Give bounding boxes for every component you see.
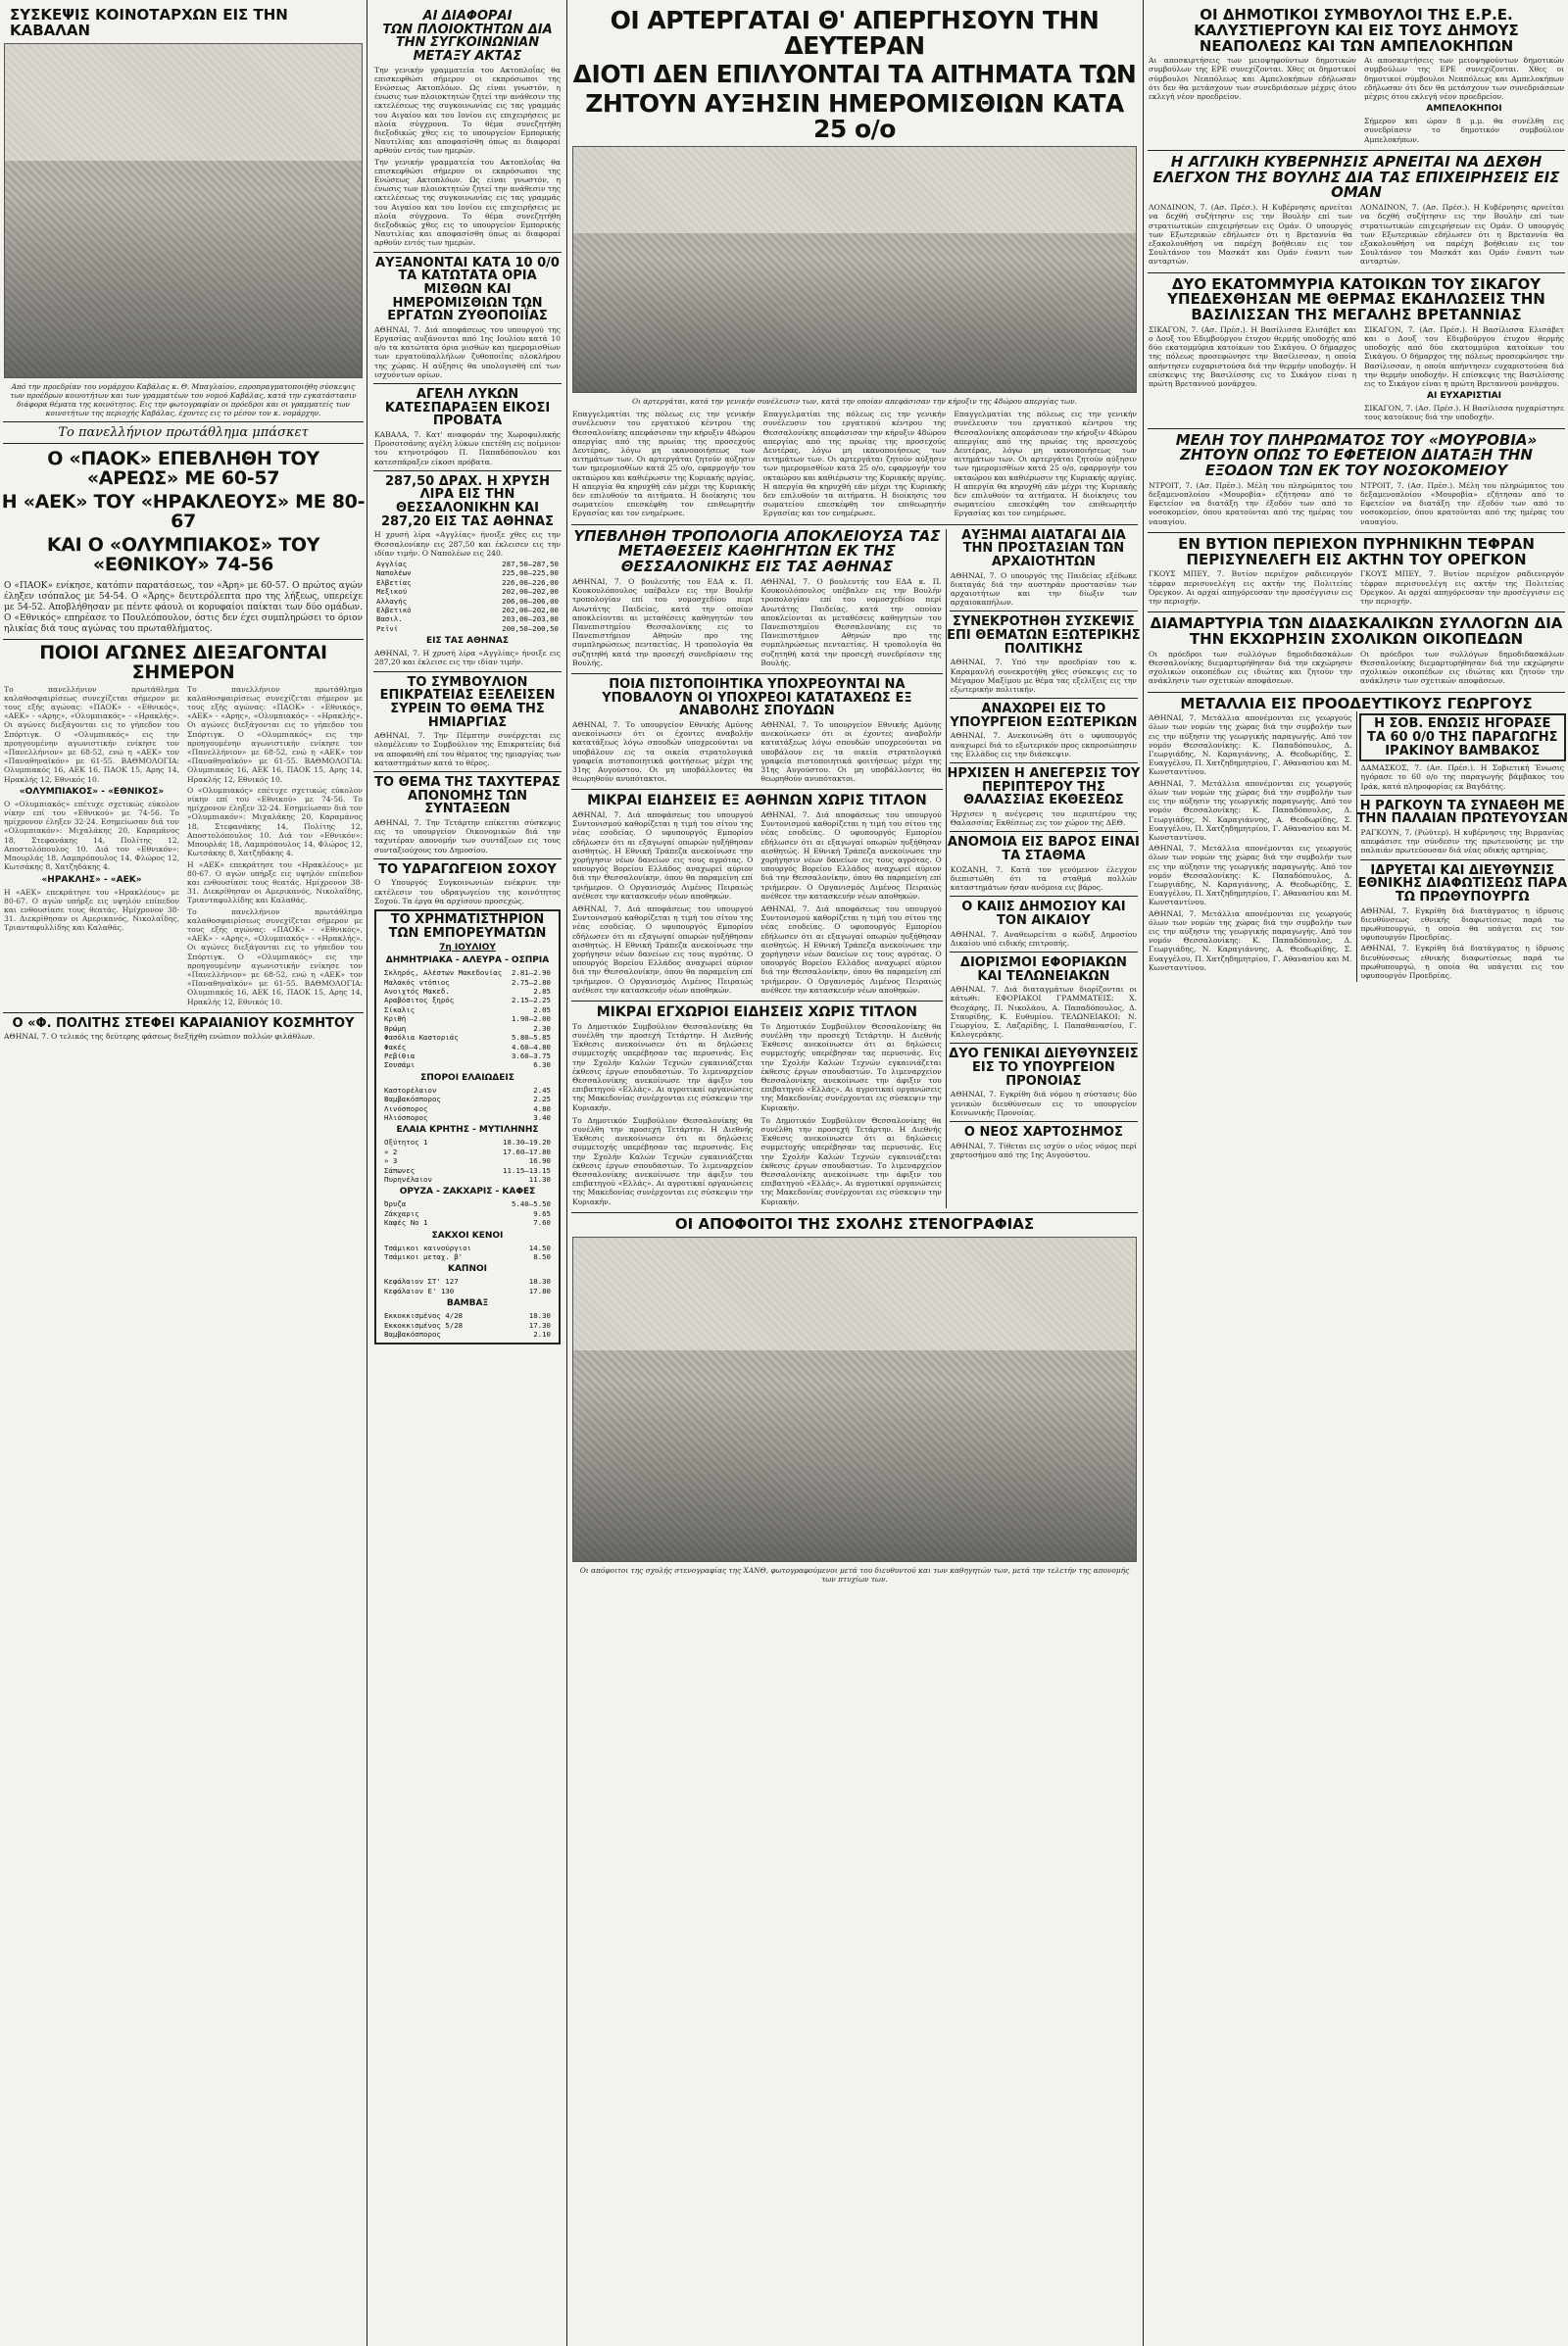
table-row: » 2 17.60—17.80 — [384, 1147, 551, 1156]
table-row: Εκκοκκισμένος 4/28 18.30 — [384, 1311, 551, 1321]
photo-stenography-graduates — [572, 1237, 1137, 1562]
table-gold-prices — [376, 560, 559, 633]
table-row: Καφές Νο 1 7.60 — [384, 1218, 551, 1228]
headline-stamp-duty: Ο ΝΕΟΣ ΧΑΡΤΟΣΗΜΟΣ — [963, 1124, 1123, 1140]
article-athens-briefs-cont: ΑΘΗΝΑΙ, 7. Διά αποφάσεως του υπουργού Συντονισμού καθορίζεται η τιμή του σίτου της νέας εσοδείας. Ο υφυπουργός Εμπορίου εδήλωσεν ότι αι εξαγωγαί οπωρών ηυξήθησαν αισθητώς. Η Εθνική Τράπεζα ανεκοίνωσε την χορήγησιν νέων δανείων εις τους αγρότας. Ο υπουργός Βορείου Ελλάδος αναχωρεί αύριον διά την Θεσσαλονίκην, όπου θα παραμείνη επί τριήμερον. Ο Οργανισμός Λιμένος Πειραιώς ανέθεσε την κατασκευήν νέων αποθηκών. — [760, 810, 942, 901]
table-row: Ηλιόσπορος 3.40 — [384, 1112, 551, 1122]
article-iraq-cotton: ΔΑΜΑΣΚΟΣ, 7. (Ασ. Πρέσ.). Η Σοβιετική Ένωσις ηγόρασε το 60 ο/ο της παραγωγής βάμβακος του Ιράκ, κατά πληροφορίας εκ Βαγδάτης. — [1360, 763, 1564, 791]
table-row: Αραβόσιτος ξηρός 2.15—2.25 — [384, 996, 551, 1005]
headline-oregon: ΕΝ ΒΥΤΙΟΝ ΠΕΡΙΕΧΟΝ ΠΥΡΗΝΙΚΗΝ ΤΕΦΡΑΝ ΠΕΡΙΣΥΝΕΛΕΓΗ ΕΙΣ ΑΚΤΗΝ ΤΟΥ ΟΡΕΓΚΟΝ — [1178, 534, 1535, 568]
table-row: Βαμβακόσπορος 2.25 — [384, 1095, 551, 1104]
headline-certificates: ΠΟΙΑ ΠΙΣΤΟΠΟΙΗΤΙΚΑ ΥΠΟΧΡΕΟΥΝΤΑΙ ΝΑ ΥΠΟΒΑΛΟΥΝ ΟΙ ΥΠΟΧΡΕΟΙ ΚΑΤΑΤΑΧΕΩΣ ΕΞ ΑΝΑΒΟΛΗΣ ΣΠΟΥΔΩΝ — [602, 676, 912, 719]
subhead-ampelokipoi: ΑΜΠΕΛΟΚΗΠΟΙ — [1426, 104, 1502, 115]
market-date: 7η ΙΟΥΛΙΟΥ — [439, 943, 496, 953]
headline-oman: Η ΑΓΓΛΙΚΗ ΚΥΒΕΡΝΗΣΙΣ ΑΡΝΕΙΤΑΙ ΝΑ ΔΕΧΘΗ ΕΛΕΓΧΟΝ ΤΗΣ ΒΟΥΛΗΣ ΔΙΑ ΤΑΣ ΕΠΙΧΕΙΡΗΣΕΙΣ ΕΙΣ ΟΜΑΝ — [1152, 152, 1560, 202]
headline-mourovia: ΜΕΛΗ ΤΟΥ ΠΛΗΡΩΜΑΤΟΣ ΤΟΥ «ΜΟΥΡΟΒΙΑ» ΖΗΤΟΥΝ ΟΠΩΣ ΤΟ ΕΦΕΤΕΙΟΝ ΔΙΑΤΑΞΗ ΤΗΝ ΕΞΟΔΟΝ ΤΩΝ ΕΚ ΤΟΥ ΝΟΣΟΚΟΜΕΙΟΥ — [1175, 430, 1538, 480]
article-certificates-cont: ΑΘΗΝΑΙ, 7. Το υπουργείον Εθνικής Αμύνης ανεκοίνωσεν ότι οι έχοντες αναβολήν κατατάξεως λόγω σπουδών υποχρεούνται να υποβάλουν εις τα οικεία στρατολογικά γραφεία πιστοποιητικά φοιτήσεως μέχρι της 31ης Αυγούστου. Οι μη υποβάλλοντες θα θεωρηθούν ανυπότακτοι. — [760, 719, 942, 784]
article-ministry-abroad: ΑΘΗΝΑΙ, 7. Ανεκοινώθη ότι ο υφυπουργός αναχωρεί διά το εξωτερικόν προς εκπροσώπησιν της Ελλάδος εις την διάσκεψιν. — [950, 731, 1137, 758]
subhead-sacks: ΣΑΚΧΟΙ ΚΕΝΟΙ — [431, 1230, 504, 1241]
headline-paok-ares: Ο «ΠΑΟΚ» ΕΠΕΒΛΗΘΗ ΤΟΥ «ΑΡΕΩΣ» ΜΕ 60-57 — [47, 448, 319, 490]
headline-pensions: ΤΟ ΘΕΜΑ ΤΗΣ ΤΑΧΥΤΕΡΑΣ ΑΠΟΝΟΜΗΣ ΤΩΝ ΣΥΝΤΑΞΕΩΝ — [374, 774, 561, 817]
subhead-oilseeds: ΣΠΟΡΟΙ ΕΛΑΙΩΔΕΙΣ — [420, 1072, 514, 1083]
headline-antiquities: ΑΥΞΗΜΑΙ ΑΙΑΤΑΓΑΙ ΔΙΑ ΤΗΝ ΠΡΟΣΤΑΣΙΑΝ ΤΩΝ ΑΡΧΑΙΟΤΗΤΩΝ — [961, 527, 1126, 569]
article-oman-cont: ΛΟΝΔΙΝΟΝ, 7. (Ασ. Πρέσ.). Η Κυβέρνησις αρνείται να δεχθή συζήτησιν εις την Βουλήν επί των στρατιωτικών επιχειρήσεων εις Ομάν. Ο υπουργός των Εξωτερικών εδήλωσεν ότι η Βρεταννία θα εξακολουθήση να παρέχη βοήθειαν εις τον Σουλτάνον του Μασκάτ και Ομάν έναντι των ανταρτών. — [1360, 203, 1564, 267]
article-todays-games: Το πανελλήνιον πρωτάθλημα καλαθοσφαιρίσεως συνεχίζεται σήμερον με τους εξής αγώνας: «ΠΑΟΚ» - «Εθνικός», «ΑΕΚ» - «Αρης», «Ολυμπιακός» - «Ηρακλής». Οι αγώνες διεξάγονται εις το γήπεδον του Σπόρτιγκ. Ο «Ολυμπιακός» εις την προηγουμένην αγωνιστικήν ενίκησε τον «Πανελλήνιον» με 68-52, ενώ η «ΑΕΚ» τον «Παναθηναϊκόν» με 61-55. ΒΑΘΜΟΛΟΓΙΑ: Ολυμπιακός 16, ΑΕΚ 16, ΠΑΟΚ 15, Αρης 14, Ηρακλής 12, Εθνικός 10. — [4, 684, 179, 784]
article-ampelokipoi: Σήμερον και ώραν 8 μ.μ. θα συνέλθη εις συνεδρίασιν το δημοτικόν συμβούλιον Αμπελοκήπων. — [1364, 117, 1564, 144]
article-bakers-strike: Επαγγελματίαι της πόλεως εις την γενικήν συνέλευσιν του εργατικού κέντρου της Θεσσαλονίκης απεφάσισαν την κήρυξιν 48ώρου απεργίας από της πρωίας της προσεχούς Δευτέρας, λόγω μη ικανοποιήσεως των αιτημάτων των. Οι αρτεργάται ζητούν αύξησιν των ημερομισθίων κατά 25 ο/ο, εφαρμογήν του οκταώρου και καθιέρωσιν της Κυριακής αργίας. Η απεργία θα κηρυχθή εάν μέχρι της Κυριακής δεν επιλυθούν τα αιτήματα. Η διοίκησις του σωματείου επεσκέφθη τον επιθεωρητήν Εργασίας και τον ενημέρωσε. — [572, 410, 756, 518]
article-farmer-medals-cont2: ΑΘΗΝΑΙ, 7. Μετάλλια απονέμονται εις γεωργούς όλων των νομών της χώρας διά την συμβολήν των εις την αύξησιν της γεωργικής παραγωγής. Από τον νομόν Θεσσαλονίκης: Κ. Παπαδόπουλος, Δ. Γεωργιάδης, Ν. Καραγιάννης, Α. Θεοδωρίδης, Σ. Ευαγγέλου, Π. Χατζηδημητρίου, Γ. Αθανασίου και Μ. Κωνσταντίνου. — [1149, 844, 1352, 907]
headline-rangoon: Η ΡΑΓΚΟΥΝ ΤΑ ΣΥΝΑΕΘΗ ΜΕ ΤΗΝ ΠΑΛΑΙΑΝ ΠΡΩΤΕΥΟΥΣΑΝ — [1356, 798, 1568, 827]
table-row: Λινόσπορος 4.80 — [384, 1103, 551, 1113]
article-appointments: ΑΘΗΝΑΙ, 7. Διά διαταγμάτων διορίζονται οι κάτωθι: ΕΦΟΡΙΑΚΟΙ ΓΡΑΜΜΑΤΕΙΣ: Χ. Θεοχάρης, Π. Νικολάου, Α. Παπαδόπουλος, Δ. Σταυρίδης, Κ. Ευθυμίου. ΤΕΛΩΝΕΙΑΚΟΙ: Ν. Γεωργίου, Σ. Λαζαρίδης, Ι. Παπαθανασίου, Γ. Καλογεράκης. — [950, 985, 1137, 1040]
article-teachers-protest-cont: Οι πρόεδροι των συλλόγων δημοδιδασκάλων Θεσσαλονίκης διεμαρτυρήθησαν διά την εκχώρησιν σχολικών οικοπέδων εις ιδιώτας και ζητούν την ανάκλησιν των σχετικών αποφάσεων. — [1360, 649, 1564, 686]
headline-chicago-queen: ΔΥΟ ΕΚΑΤΟΜΜΥΡΙΑ ΚΑΤΟΙΚΩΝ ΤΟΥ ΣΙΚΑΓΟΥ ΥΠΕΔΕΧΘΗΣΑΝ ΜΕ ΘΕΡΜΑΣ ΕΚΔΗΛΩΣΕΙΣ ΤΗΝ ΒΑΣΙΛΙΣΣΑΝ ΤΗΣ ΜΕΓΑΛΗΣ ΒΡΕΤΑΝΝΙΑΣ — [1167, 274, 1545, 324]
column-3-4 — [568, 0, 1141, 2346]
table-row: Κριθή 1.90—2.00 — [384, 1014, 551, 1024]
article-pensions: ΑΘΗΝΑΙ, 7. Την Τετάρτην επίκειται σύσκεψις εις το υπουργείον Οικονομικών διά την ταχυτέραν απονομήν των συντάξεων εις τους συνταξιούχους του Δημοσίου. — [374, 817, 561, 855]
table-row: Μεξικού 202,00—202,00 — [376, 587, 559, 597]
commodity-exchange-box — [374, 909, 561, 1344]
subhead-herakles-aek: «ΗΡΑΚΛΗΣ» - «ΑΕΚ» — [41, 874, 142, 885]
article-herakles-aek: Η «ΑΕΚ» επεκράτησε του «Ηρακλέους» με 80-67. Ο αγών υπήρξε εις υψηλόν επίπεδον και ενθουσίασε τους θεατάς. Ημίχρονον 38-31. Διεκρίθησαν οι Αμερικανός, Νικολαΐδης, Τριανταφυλλίδης και Καλαθάς. — [4, 887, 179, 933]
article-local-briefs-cont3: Το Δημοτικόν Συμβούλιον Θεσσαλονίκης θα συνέλθη την προσεχή Τετάρτην. Η Διεθνής Έκθεσις ανεκοίνωσεν ότι αι δηλώσεις συμμετοχής υπερέβησαν τας περυσινάς. Εις την Σχολήν Καλών Τεχνών εγκαινιάζεται έκθεσις έργων σπουδαστών. Το λιμεναρχείον Θεσσαλονίκης ανεκοίνωσε την άφιξιν του επιβατηγού «Ελλάς». Αι αγροτικαί οργανώσεις της Μακεδονίας συνέρχονται εις σύσκεψιν την Κυριακήν. — [760, 1115, 942, 1206]
headline-professors-amendment: ΥΠΕΒΛΗΘΗ ΤΡΟΠΟΛΟΓΙΑ ΑΠΟΚΛΕΙΟΥΣΑ ΤΑΣ ΜΕΤΑΘΕΣΕΙΣ ΚΑΘΗΓΗΤΩΝ ΕΚ ΤΗΣ ΘΕΣΣΑΛΟΝΙΚΗΣ ΕΙΣ ΤΑΣ ΑΘΗΝΑΣ — [573, 526, 941, 576]
article-ferry-owners-cont: Την γενικήν γραμματεία του Ακτοπλοΐας θα επισκεφθώσι σήμερον οι εκπρόσωποι της Ενώσεως Ακτοπλόων. Ως είναι γνωστόν, η ένωσις των πλοιοκτητών ζητεί την ανάθεσιν της εκτελέσεως της συγκοινωνίας εις τας γραμμάς του Αιγαίου και του Ιονίου εις επιχειρήσεις με πλοία σύγχρονα. Το θέμα συνεζητήθη διεξοδικώς χθες εις το υπουργείον Εμπορικής Ναυτιλίας και αποφασίσθη όπως αι διαφοραί αρθούν εντός των ημερών. — [374, 157, 561, 248]
table-row: Φακές 4.60—4.80 — [384, 1042, 551, 1051]
article-todays-games-cont2: Το πανελλήνιον πρωτάθλημα καλαθοσφαιρίσεως συνεχίζεται σήμερον με τους εξής αγώνας: «ΠΑΟΚ» - «Εθνικός», «ΑΕΚ» - «Αρης», «Ολυμπιακός» - «Ηρακλής». Οι αγώνες διεξάγονται εις το γήπεδον του Σπόρτιγκ. Ο «Ολυμπιακός» εις την προηγουμένην αγωνιστικήν ενίκησε τον «Πανελλήνιον» με 68-52, ενώ η «ΑΕΚ» τον «Παναθηναϊκόν» με 61-55. ΒΑΘΜΟΛΟΓΙΑ: Ολυμπιακός 16, ΑΕΚ 16, ΠΑΟΚ 15, Αρης 14, Ηρακλής 12, Εθνικός 10. — [187, 906, 363, 1006]
table-row: Ρεϊνί 200,50—200,50 — [376, 623, 559, 633]
article-rangoon: ΡΑΓΚΟΥΝ, 7. (Ρώϋτερ). Η κυβέρνησις της Βιρμανίας απεφάσισε την σύνδεσιν της πρωτευούσης με την παλαιάν πρωτεύουσαν διά νέας οδικής αρτηρίας. — [1360, 828, 1564, 855]
article-ferry-owners: Την γενικήν γραμματεία του Ακτοπλοΐας θα επισκεφθώσι σήμερον οι εκπρόσωποι της Ενώσεως Ακτοπλόων. Ως είναι γνωστόν, η ένωσις των πλοιοκτητών ζητεί την ανάθεσιν της εκτελέσεως της συγκοινωνίας εις τας γραμμάς του Αιγαίου και του Ιονίου εις επιχειρήσεις με πλοία σύγχρονα. Το θέμα συνεζητήθη διεξοδικώς χθες εις το υπουργείον Εμπορικής Ναυτιλίας και αποφασίσθη όπως αι διαφοραί αρθούν εντός των ημερών. — [374, 65, 561, 156]
headline-commodity-exchange: ΤΟ ΧΡΗΜΑΤΙΣΤΗΡΙΟΝ ΤΩΝ ΕΜΠΟΡΕΥΜΑΤΩΝ — [388, 911, 547, 941]
article-mourovia-cont: ΝΤΡΟΙΤ, 7. (Ασ. Πρέσ.). Μέλη του πληρώματος του δεξαμενοπλοίου «Μουροβία» εζήτησαν από το Εφετείον να διατάξη την έξοδόν των από το νοσοκομείον, όπου κρατούνται από της ημέρας του ναυαγίου. — [1360, 480, 1564, 526]
headline-pavilion: ΗΡΧΙΣΕΝ Η ΑΝΕΓΕΡΣΙΣ ΤΟΥ ΠΕΡΙΠΤΕΡΟΥ ΤΗΣ ΘΑΛΑΣΣΙΑΣ ΕΚΘΕΣΕΩΣ — [947, 766, 1141, 808]
article-athens-gold: ΑΘΗΝΑΙ, 7. Η χρυσή λίρα «Αγγλίας» ήνοιξε εις 287,20 και έκλεισε εις την ιδίαν τιμήν. — [374, 649, 561, 667]
headline-council: ΤΟ ΣΥΜΒΟΥΛΙΟΝ ΕΠΙΚΡΑΤΕΙΑΣ ΕΞΕΛΕΙΣΕΝ ΣΥΡΕΙΝ ΤΟ ΘΕΜΑ ΤΗΣ ΗΜΙΑΡΓΙΑΣ — [379, 674, 556, 730]
article-oregon-cont: ΓΚΟΥΣ ΜΠΕΥ, 7. Βυτίον περιέχον ραδιενεργόν τέφραν περισυνελέγη εις ακτήν της Πολιτείας Όρεγκον. Αι αρχαί απηγόρευσαν την προσέγγισιν εις την περιοχήν. — [1360, 569, 1564, 606]
headline-olympiakos-ethnikos: ΚΑΙ Ο «ΟΛΥΜΠΙΑΚΟΣ» ΤΟΥ «ΕΘΝΙΚΟΥ» 74-56 — [46, 533, 320, 575]
subhead-thanks: ΑΙ ΕΥΧΑΡΙΣΤΙΑΙ — [1427, 391, 1501, 402]
article-oregon: ΓΚΟΥΣ ΜΠΕΥ, 7. Βυτίον περιέχον ραδιενεργόν τέφραν περισυνελέγη εις ακτήν της Πολιτείας Όρεγκον. Αι αρχαί απηγόρευσαν την προσέγγισιν εις την περιοχήν. — [1149, 569, 1352, 606]
article-brewery-wages: ΑΘΗΝΑΙ, 7. Διά αποφάσεως του υπουργού της Εργασίας αυξάνονται από 1ης Ιουλίου κατά 10 ο/ο τα κατώτατα όρια μισθών και ημερομισθίων των εργατοϋπαλλήλων ζυθοποιΐας ολοκλήρου της χώρας. Η αύξησις θα υπολογισθή επί των ισχυόντων ορίων. — [374, 324, 561, 379]
headline-iraq-cotton: Η ΣΟΒ. ΕΝΩΣΙΣ ΗΓΟΡΑΣΕ ΤΑ 60 0/0 ΤΗΣ ΠΑΡΑΓΩΓΗΣ ΙΡΑΚΙΝΟΥ ΒΑΜΒΑΚΟΣ — [1367, 716, 1558, 758]
photo-mayors — [4, 43, 363, 378]
table-row: Ελβετικό 202,00—202,00 — [376, 605, 559, 614]
article-local-briefs: Το Δημοτικόν Συμβούλιον Θεσσαλονίκης θα συνέλθη την προσεχή Τετάρτην. Η Διεθνής Έκθεσις ανεκοίνωσεν ότι αι δηλώσεις συμμετοχής υπερέβησαν τας περυσινάς. Εις την Σχολήν Καλών Τεχνών εγκαινιάζεται έκθεσις έργων σπουδαστών. Το λιμεναρχείον Θεσσαλονίκης ανεκοίνωσε την άφιξιν του επιβατηγού «Ελλάς». Αι αγροτικαί οργανώσεις της Μακεδονίας συνέρχονται εις σύσκεψιν την Κυριακήν. — [572, 1021, 754, 1112]
article-gold-sovereign: Η χρυσή λίρα «Αγγλίας» ήνοιξε χθες εις την Θεσσαλονίκην εις 287,50 και έκλεισεν εις την ιδίαν τιμήν. Ο Ναπολέων εις 240. — [374, 530, 561, 558]
column-rule — [1143, 0, 1144, 2346]
article-mourovia: ΝΤΡΟΙΤ, 7. (Ασ. Πρέσ.). Μέλη του πληρώματος του δεξαμενοπλοίου «Μουροβία» εζήτησαν από το Εφετείον να διατάξη την έξοδόν των από το νοσοκομείον, όπου κρατούνται από της ημέρας του ναυαγίου. — [1149, 480, 1352, 526]
table-row: Ναπολέων 225,00—225,00 — [376, 568, 559, 578]
article-public-law: ΑΘΗΝΑΙ, 7. Αναθεωρείται ο κώδιξ Δημοσίου Δικαίου υπό ειδικής επιτροπής. — [950, 929, 1137, 948]
table-row: Πυρηνέλαιον 11.30 — [384, 1174, 551, 1184]
kicker-basketball: Το πανελλήνιον πρωτάθλημα μπάσκετ — [58, 424, 309, 440]
article-farmer-medals-cont: ΑΘΗΝΑΙ, 7. Μετάλλια απονέμονται εις γεωργούς όλων των νομών της χώρας διά την συμβολήν των εις την αύξησιν της γεωργικής παραγωγής. Από τον νομόν Θεσσαλονίκης: Κ. Παπαδόπουλος, Δ. Γεωργιάδης, Ν. Καραγιάννης, Α. Θεοδωρίδης, Σ. Ευαγγέλου, Π. Χατζηδημητρίου, Γ. Αθανασίου και Μ. Κωνσταντίνου. — [1149, 778, 1352, 842]
article-wolves: ΚΑΒΑΛΑ, 7. Κατ' αναφοράν της Χωροφυλακής Προσοτσάνης αγέλη λύκων επετέθη εις ποίμνιον του κτηνοτρόφου Π. Παπαδόπουλου και κατεσπάραξεν είκοσι πρόβατα. — [374, 429, 561, 466]
headline-national-information: ΙΔΡΥΕΤΑΙ ΚΑΙ ΔΙΕΥΘΥΝΣΙΣ ΕΘΝΙΚΗΣ ΔΙΑΦΩΤΙΣΕΩΣ ΠΑΡΑ ΤΩ ΠΡΩΘΥΠΟΥΡΓΩ — [1357, 862, 1568, 904]
article-olymp-ethnikos-cont: Ο «Ολυμπιακός» επέτυχε σχετικώς εύκολον νίκην επί του «Εθνικού» με 74-56. Το ημίχρονον έληξεν 32-24. Εσημείωσαν διά τον «Ολυμπιακόν»: Μιχαλάκης 20, Καραμάνος 18, Στεφανάκης 14, Πολίτης 12, Αποστολόπουλος 10. Διά τον «Εθνικόν»: Μπουρλάς 18, Λαμπρόπουλος 14, Φλώρος 12, Κωτσάκης 8, Χατζηδάκης 4. — [187, 785, 363, 858]
table-row: Αγγλίας 287,50—287,50 — [376, 559, 559, 568]
headline-aqueduct: ΤΟ ΥΔΡΑΓΩΓΕΙΟΝ ΣΟΧΟΥ — [378, 861, 557, 877]
headline-todays-games: ΠΟΙΟΙ ΑΓΩΝΕΣ ΔΙΕΞΑΓΟΝΤΑΙ ΣΗΜΕΡΟΝ — [39, 641, 327, 683]
article-stamp-duty: ΑΘΗΝΑΙ, 7. Τίθεται εις ισχύν ο νέος νόμος περί χαρτοσήμου από της 1ης Αυγούστου. — [950, 1141, 1137, 1159]
headline-bakers-strike-2: ΔΙΟΤΙ ΔΕΝ ΕΠΙΛΥΟΝΤΑΙ ΤΑ ΑΙΤΗΜΑΤΑ ΤΩΝ — [572, 59, 1137, 88]
article-bakers-strike-cont: Επαγγελματίαι της πόλεως εις την γενικήν συνέλευσιν του εργατικού κέντρου της Θεσσαλονίκης απεφάσισαν την κήρυξιν 48ώρου απεργίας από της πρωίας της προσεχούς Δευτέρας, λόγω μη ικανοποιήσεως των αιτημάτων των. Οι αρτεργάται ζητούν αύξησιν των ημερομισθίων κατά 25 ο/ο, εφαρμογήν του οκταώρου και καθιέρωσιν της Κυριακής αργίας. Η απεργία θα κηρυχθή εάν μέχρι της Κυριακής δεν επιλυθούν τα αιτήματα. Η διοίκησις του σωματείου επεσκέφθη τον επιθεωρητήν Εργασίας και τον ενημέρωσε. — [762, 410, 947, 518]
article-local-briefs-cont2: Το Δημοτικόν Συμβούλιον Θεσσαλονίκης θα συνέλθη την προσεχή Τετάρτην. Η Διεθνής Έκθεσις ανεκοίνωσεν ότι αι δηλώσεις συμμετοχής υπερέβησαν τας περυσινάς. Εις την Σχολήν Καλών Τεχνών εγκαινιάζεται έκθεσις έργων σπουδαστών. Το λιμεναρχείον Θεσσαλονίκης ανεκοίνωσε την άφιξιν του επιβατηγού «Ελλάς». Αι αγροτικαί οργανώσεις της Μακεδονίας συνέρχονται εις σύσκεψιν την Κυριακήν. — [572, 1115, 754, 1206]
table-row: Σάπωνες 11.15—13.15 — [384, 1165, 551, 1175]
table-row: Σουσάμι 6.30 — [384, 1060, 551, 1070]
headline-stenography: ΟΙ ΑΠΟΦΟΙΤΟΙ ΤΗΣ ΣΧΟΛΗΣ ΣΤΕΝΟΓΡΑΦΙΑΣ — [674, 1214, 1035, 1233]
column-1 — [0, 0, 367, 2346]
table-row: Καστορέλαιον 2.45 — [384, 1085, 551, 1095]
table-tobacco — [384, 1277, 551, 1295]
table-row: Αλλαγής 206,00—206,00 — [376, 596, 559, 606]
kicker-rail: ΑΙ ΔΙΑΦΟΡΑΙ — [422, 9, 513, 24]
table-sacks — [384, 1244, 551, 1262]
headline-local-briefs: ΜΙΚΡΑΙ ΕΓΧΩΡΙΟΙ ΕΙΔΗΣΕΙΣ ΧΩΡΙΣ ΤΙΤΛΟΝ — [596, 1004, 918, 1021]
article-welfare-ministry: ΑΘΗΝΑΙ, 7. Εγκρίθη διά νόμου η σύστασις δύο γενικών διευθύνσεων εις το υπουργείον Κοινωνικής Προνοίας. — [950, 1090, 1137, 1117]
headline-public-law: Ο ΚΑΙΙΣ ΔΗΜΟΣΙΟΥ ΚΑΙ ΤΟΝ ΑΙΚΑΙΟΥ — [961, 900, 1126, 928]
article-certificates: ΑΘΗΝΑΙ, 7. Το υπουργείον Εθνικής Αμύνης ανεκοίνωσεν ότι οι έχοντες αναβολήν κατατάξεως λόγω σπουδών υποχρεούνται να υποβάλουν εις τα οικεία στρατολογικά γραφεία πιστοποιητικά φοιτήσεως μέχρι της 31ης Αυγούστου. Οι μη υποβάλλοντες θα θεωρηθούν ανυπότακτοι. — [572, 719, 754, 784]
article-farmer-medals: ΑΘΗΝΑΙ, 7. Μετάλλια απονέμονται εις γεωργούς όλων των νομών της χώρας διά την συμβολήν των εις την αύξησιν της γεωργικής παραγωγής. Από τον νομόν Θεσσαλονίκης: Κ. Παπαδόπουλος, Δ. Γεωργιάδης, Ν. Καραγιάννης, Α. Θεοδωρίδης, Σ. Ευαγγέλου, Π. Χατζηδημητρίου, Γ. Αθανασίου και Μ. Κωνσταντίνου. — [1149, 713, 1352, 777]
table-row: Μαλακός ντόπιος 2.75—2.80 — [384, 977, 551, 987]
table-row: Όρυζα 5.40—5.50 — [384, 1199, 551, 1209]
article-weights: ΚΟΖΑΝΗ, 7. Κατά τον γενόμενον έλεγχον διεπιστώθη ότι τα σταθμά πολλών καταστημάτων ήσαν ανόμοια εις βάρος. — [950, 864, 1137, 893]
table-cotton — [384, 1311, 551, 1339]
photo-caption-mayors: Από την προεδρίαν του νομάρχου Καβάλας κ. Θ. Μπαγλαίου, επροπραγματοποιήθη σύσκεψις των προέδρων κοινοτήτων και των γραμματέων του νομού Καβάλας, κατά την εγκατάστασιν διάφορα θέματα της κοινότητος. Εις την φωτογραφίαν οι πρόεδροι και οι γραμματείς των κοινοτήτων της περιοχής Καβάλας, έχοντες εις το μέσον τον κ. νομάρχην. — [10, 381, 357, 417]
table-row: Βρώμη 2.30 — [384, 1023, 551, 1033]
article-aqueduct: Ο Υπουργός Συγκοινωνιών ενέκρινε την εκτέλεσιν του υδραγωγείου της κοινότητος Σοχού. Τα έργα θα αρχίσουν προσεχώς. — [374, 878, 561, 905]
table-cereals — [384, 968, 551, 1069]
headline-bakers-strike-3: ΖΗΤΟΥΝ ΑΥΞΗΣΙΝ ΗΜΕΡΟΜΙΣΘΙΩΝ ΚΑΤΑ 25 ο/ο — [585, 88, 1124, 143]
subhead-cotton: ΒΑΜΒΑΞ — [446, 1298, 489, 1309]
table-row: » 3 16.90 — [384, 1156, 551, 1166]
headline-politis: Ο «Φ. ΠΟΛΙΤΗΣ ΣΤΕΦΕΙ ΚΑΡΑΙΑΝΙΟΥ ΚΟΣΜΗΤΟΥ — [12, 1015, 355, 1031]
table-row: Οξύτητος 1 18.30—19.20 — [384, 1138, 551, 1148]
column-2 — [370, 0, 564, 2346]
article-politis: ΑΘΗΝΑΙ, 7. Ο τελικός της δεύτερης φάσεως διεξήχθη ενώπιον πολλών φιλάθλων. — [4, 1032, 316, 1042]
photo-bakers-assembly — [572, 146, 1137, 393]
article-athens-briefs-cont3: ΑΘΗΝΑΙ, 7. Διά αποφάσεως του υπουργού Συντονισμού καθορίζεται η τιμή του σίτου της νέας εσοδείας. Ο υφυπουργός Εμπορίου εδήλωσεν ότι αι εξαγωγαί οπωρών ηυξήθησαν αισθητώς. Η Εθνική Τράπεζα ανεκοίνωσε την χορήγησιν νέων δανείων εις τους αγρότας. Ο υπουργός Βορείου Ελλάδος αναχωρεί αύριον διά την Θεσσαλονίκην, όπου θα παραμείνη επί τριήμερον. Ο Οργανισμός Λιμένος Πειραιώς ανέθεσε την κατασκευήν νέων αποθηκών. — [760, 904, 942, 995]
headline-weights: ΑΝΟΜΟΙΑ ΕΙΣ ΒΑΡΟΣ ΕΙΝΑΙ ΤΑ ΣΤΑΘΜΑ — [947, 835, 1140, 864]
photo-caption-stenography: Οι απόφοιτοι της σχολής στενογραφίας της ΧΑΝΘ, φωτογραφούμενοι μετά του διευθυντού και των καθηγητών των, μετά την τελετήν της απονομής των πτυχίων των. — [579, 1565, 1130, 1584]
article-council: ΑΘΗΝΑΙ, 7. Την Πέμπτην συνέρχεται εις ολομέλειαν το Συμβούλιον της Επικρατείας διά να αποφανθή επί του θέματος της ημιαργίας των καταστημάτων κατά το θέρος. — [374, 731, 561, 767]
column-5 — [1145, 0, 1568, 2346]
table-row: Ανοιχτός Μακεδ. 2.85 — [384, 987, 551, 997]
article-thanks: ΣΙΚΑΓΟΝ, 7. (Ασ. Πρέσ.). Η Βασίλισσα ηυχαρίστησε τους κατοίκους διά την υποδοχήν. — [1364, 404, 1565, 422]
article-antiquities: ΑΘΗΝΑΙ, 7. Ο υπουργός της Παιδείας εξέδωκε διαταγάς διά την αυστηράν προστασίαν των αρχαιοτήτων και την δίωξιν των αρχαιοκαπήλων. — [950, 570, 1137, 608]
article-teachers-protest: Οι πρόεδροι των συλλόγων δημοδιδασκάλων Θεσσαλονίκης διεμαρτυρήθησαν διά την εκχώρησιν σχολικών οικοπέδων εις ιδιώτας και ζητούν την ανάκλησιν των σχετικών αποφάσεων. — [1149, 649, 1352, 686]
table-row: Ζάκχαρις 9.65 — [384, 1208, 551, 1218]
photo-caption-bakers: Οι αρτεργάται, κατά την γενικήν συνέλευσιν των, κατά την οποίαν απεφάσισαν την κήρυξιν της 48ώρου απεργίας των. — [631, 397, 1078, 407]
article-todays-games-cont: Το πανελλήνιον πρωτάθλημα καλαθοσφαιρίσεως συνεχίζεται σήμερον με τους εξής αγώνας: «ΠΑΟΚ» - «Εθνικός», «ΑΕΚ» - «Αρης», «Ολυμπιακός» - «Ηρακλής». Οι αγώνες διεξάγονται εις το γήπεδον του Σπόρτιγκ. Ο «Ολυμπιακός» εις την προηγουμένην αγωνιστικήν ενίκησε τον «Πανελλήνιον» με 68-52, ενώ η «ΑΕΚ» τον «Παναθηναϊκόν» με 61-55. ΒΑΘΜΟΛΟΓΙΑ: Ολυμπιακός 16, ΑΕΚ 16, ΠΑΟΚ 15, Αρης 14, Ηρακλής 12, Εθνικός 10. — [187, 684, 363, 784]
headline-ministry-abroad: ΑΝΑΧΩΡΕΙ ΕΙΣ ΤΟ ΥΠΟΥΡΓΕΙΟΝ ΕΞΩΤΕΡΙΚΩΝ — [950, 702, 1138, 730]
headline-wolves: ΑΓΕΛΗ ΛΥΚΩΝ ΚΑΤΕΣΠΑΡΑΞΕΝ ΕΙΚΟΣΙ ΠΡΟΒΑΤΑ — [384, 387, 551, 429]
article-bakers-strike-cont2: Επαγγελματίαι της πόλεως εις την γενικήν συνέλευσιν του εργατικού κέντρου της Θεσσαλονίκης απεφάσισαν την κήρυξιν 48ώρου απεργίας από της πρωίας της προσεχούς Δευτέρας, λόγω μη ικανοποιήσεως των αιτημάτων των. Οι αρτεργάται ζητούν αύξησιν των ημερομισθίων κατά 25 ο/ο, εφαρμογήν του οκταώρου και καθιέρωσιν της Κυριακής αργίας. Η απεργία θα κηρυχθή εάν μέχρι της Κυριακής δεν επιλυθούν τα αιτήματα. Η διοίκησις του σωματείου επεσκέφθη τον επιθεωρητήν Εργασίας και τον ενημέρωσε. — [954, 410, 1138, 518]
headline-ere-councillors: ΟΙ ΔΗΜΟΤΙΚΟΙ ΣΥΜΒΟΥΛΟΙ ΤΗΣ Ε.Ρ.Ε. ΚΑΛΥΣΤΙΕΡΓΟΥΝ ΚΑΙ ΕΙΣ ΤΟΥΣ ΔΗΜΟΥΣ ΝΕΑΠΟΛΕΩΣ ΚΑΙ ΤΩΝ ΑΜΠΕΛΟΚΗΠΩΝ — [1194, 6, 1519, 55]
headline-appointments: ΔΙΟΡΙΣΜΟΙ ΕΦΟΡΙΑΚΩΝ ΚΑΙ ΤΕΛΩΝΕΙΑΚΩΝ — [959, 954, 1127, 984]
article-olymp-ethnikos: Ο «Ολυμπιακός» επέτυχε σχετικώς εύκολον νίκην επί του «Εθνικού» με 74-56. Το ημίχρονον έληξεν 32-24. Εσημείωσαν διά τον «Ολυμπιακόν»: Μιχαλάκης 20, Καραμάνος 18, Στεφανάκης 14, Πολίτης 12, Αποστολόπουλος 10. Διά τον «Εθνικόν»: Μπουρλάς 18, Λαμπρόπουλος 14, Φλώρος 12, Κωτσάκης 8, Χατζηδάκης 4. — [4, 799, 179, 872]
article-professors-amendment: ΑΘΗΝΑΙ, 7. Ο βουλευτής του ΕΔΑ κ. Π. Κουκουλόπουλος υπέβαλεν εις την Βουλήν τροπολογίαν επί του νομοσχεδίου περί Ανωτάτης Παιδείας, κατά την οποίαν αποκλείονται αι μεταθέσεις καθηγητών του Πανεπιστημίου Θεσσαλονίκης εις το Πανεπιστήμιον Αθηνών προ της συμπληρώσεως πενταετίας. Η τροπολογία θα συζητηθή κατά την προσεχή συνεδρίασιν της Βουλής. — [572, 576, 754, 667]
table-row: Ρεβίθια 3.60—3.75 — [384, 1051, 551, 1060]
article-oman: ΛΟΝΔΙΝΟΝ, 7. (Ασ. Πρέσ.). Η Κυβέρνησις αρνείται να δεχθή συζήτησιν εις την Βουλήν επί των στρατιωτικών επιχειρήσεων εις Ομάν. Ο υπουργός των Εξωτερικών εδήλωσεν ότι η Βρεταννία θα εξακολουθήση να παρέχη βοήθειαν εις τον Σουλτάνον του Μασκάτ και Ομάν έναντι των ανταρτών. — [1149, 203, 1352, 267]
subhead-athens-gold: ΕΙΣ ΤΑΣ ΑΘΗΝΑΣ — [426, 636, 509, 647]
table-oilseeds — [384, 1086, 551, 1123]
table-row: Ελβετίας 226,00—226,00 — [376, 577, 559, 587]
table-row: Βασιλ. 203,00—203,00 — [376, 614, 559, 624]
article-national-information-cont: ΑΘΗΝΑΙ, 7. Εγκρίθη διά διατάγματος η ίδρυσις διευθύνσεως εθνικής διαφωτίσεως παρά τω πρωθυπουργώ, η οποία θα υπάγεται εις τον υφυπουργόν Προεδρίας. — [1360, 944, 1564, 981]
headline-gold-sovereign: 287,50 ΔΡΑΧ. Η ΧΡΥΣΗ ΛΙΡΑ ΕΙΣ ΤΗΝ ΘΕΣΣΑΛΟΝΙΚΗΝ ΚΑΙ 287,20 ΕΙΣ ΤΑΣ ΑΘΗΝΑΣ — [381, 473, 554, 529]
table-olive-oil — [384, 1138, 551, 1184]
article-farmer-medals-cont3: ΑΘΗΝΑΙ, 7. Μετάλλια απονέμονται εις γεωργούς όλων των νομών της χώρας διά την συμβολήν των εις την αύξησιν της γεωργικής παραγωγής. Από τον νομόν Θεσσαλονίκης: Κ. Παπαδόπουλος, Δ. Γεωργιάδης, Ν. Καραγιάννης, Α. Θεοδωρίδης, Σ. Ευαγγέλου, Π. Χατζηδημητρίου, Γ. Αθανασίου και Μ. Κωνσταντίνου. — [1149, 908, 1352, 972]
headline-aek-herakles: Η «ΑΕΚ» ΤΟΥ «ΗΡΑΚΛΕΟΥΣ» ΜΕ 80-67 — [1, 491, 366, 532]
article-national-information: ΑΘΗΝΑΙ, 7. Εγκρίθη διά διατάγματος η ίδρυσις διευθύνσεως εθνικής διαφωτίσεως παρά τω πρωθυπουργώ, η οποία θα υπάγεται εις τον υφυπουργόν Προεδρίας. — [1360, 905, 1564, 943]
article-chicago-queen-cont: ΣΙΚΑΓΟΝ, 7. (Ασ. Πρέσ.). Η Βασίλισσα Ελισάβετ και ο Δουξ του Εδιμβούργου έτυχον θερμής υποδοχής από δύο εκατομμύρια κατοίκων του Σικάγου. Ο δήμαρχος της πόλεως προσεφώνησε την Βασίλισσαν, η οποία απήντησεν ευχαριστούσα διά την θερμήν υποδοχήν. Η επίσκεψις της Βασιλίσσης εις το Σικάγον είναι η πρώτη Βρεταννού μονάρχου. — [1364, 324, 1564, 389]
table-row: Κεφάλαιον Ε' 130 17.80 — [384, 1286, 551, 1295]
subhead-cereals: ΔΗΜΗΤΡΙΑΚΑ - ΑΛΕΥΡΑ - ΟΣΠΡΙΑ — [385, 955, 550, 966]
headline-farmer-medals: ΜΕΤΑΛΛΙΑ ΕΙΣ ΠΡΟΟΔΕΥΤΙΚΟΥΣ ΓΕΩΡΓΟΥΣ — [1180, 694, 1533, 712]
table-row: Φασόλια Καστοριάς 5.80—5.85 — [384, 1033, 551, 1043]
article-basketball: Ο «ΠΑΟΚ» ενίκησε, κατόπιν παρατάσεως, τον «Άρη» με 60-57. Ο πρώτος αγών έληξεν ισόπαλος με 54-54. Ο «Άρης» δευτερόλεπτα προ της λήξεως, υπερείχε με 54-52. Αποβλήθησαν με πέντε φάουλ οι κορυφαίοι παίκται των δύο ομάδων. Ο «Εθνικός» επηρέασε το Πουλεόπουλον, όστις δεν έχει συμπληρώσει το όριον ηλικίας διά τους αγώνας του πρωταθλήματος. — [4, 580, 363, 634]
article-ere-councillors: Αι αποσκιρτήσεις των μειοψηφούντων δημοτικών συμβούλων της ΕΡΕ συνεχίζονται. Χθες οι δημοτικοί σύμβουλοι Νεαπόλεως και Αμπελοκήπων εδήλωσαν ότι δεν θα μετάσχουν των συνεδριάσεων μέχρις ότου εκλεγή νέον προεδρείον. — [1149, 56, 1356, 102]
table-row: Εκκοκκισμένος 5/28 17.30 — [384, 1320, 551, 1330]
table-row: Βαμβακόσπορος 2.10 — [384, 1330, 551, 1340]
table-row: Σίκαλις 2.05 — [384, 1004, 551, 1014]
article-local-briefs-cont: Το Δημοτικόν Συμβούλιον Θεσσαλονίκης θα συνέλθη την προσεχή Τετάρτην. Η Διεθνής Έκθεσις ανεκοίνωσεν ότι αι δηλώσεις συμμετοχής υπερέβησαν τας περυσινάς. Εις την Σχολήν Καλών Τεχνών εγκαινιάζεται έκθεσις έργων σπουδαστών. Το λιμεναρχείον Θεσσαλονίκης ανεκοίνωσε την άφιξιν του επιβατηγού «Ελλάς». Αι αγροτικαί οργανώσεις της Μακεδονίας συνέρχονται εις σύσκεψιν την Κυριακήν. — [760, 1021, 942, 1112]
headline-brewery-wages: ΑΥΞΑΝΟΝΤΑΙ ΚΑΤΑ 10 0/0 ΤΑ ΚΑΤΩΤΑΤΑ ΟΡΙΑ ΜΙΣΘΩΝ ΚΑΙ ΗΜΕΡΟΜΙΣΘΙΩΝ ΤΩΝ ΕΡΓΑΤΩΝ ΖΥΘΟΠΟΙΪΑΣ — [375, 255, 560, 324]
article-herakles-aek-cont: Η «ΑΕΚ» επεκράτησε του «Ηρακλέους» με 80-67. Ο αγών υπήρξε εις υψηλόν επίπεδον και ενθουσίασε τους θεατάς. Ημίχρονον 38-31. Διεκρίθησαν οι Αμερικανός, Νικολαΐδης, Τριανταφυλλίδης και Καλαθάς. — [187, 859, 363, 905]
article-athens-briefs: ΑΘΗΝΑΙ, 7. Διά αποφάσεως του υπουργού Συντονισμού καθορίζεται η τιμή του σίτου της νέας εσοδείας. Ο υφυπουργός Εμπορίου εδήλωσεν ότι αι εξαγωγαί οπωρών ηυξήθησαν αισθητώς. Η Εθνική Τράπεζα ανεκοίνωσε την χορήγησιν νέων δανείων εις τους αγρότας. Ο υπουργός Βορείου Ελλάδος αναχωρεί αύριον διά την Θεσσαλονίκην, όπου θα παραμείνη επί τριήμερον. Ο Οργανισμός Λιμένος Πειραιώς ανέθεσε την κατασκευήν νέων αποθηκών. — [572, 810, 754, 901]
headline-foreign-policy: ΣΥΝΕΚΡΟΤΗΘΗ ΣΥΣΚΕΨΙΣ ΕΠΙ ΘΕΜΑΤΩΝ ΕΞΩΤΕΡΙΚΗΣ ΠΟΛΙΤΙΚΗΣ — [947, 614, 1141, 657]
headline-athens-briefs: ΜΙΚΡΑΙ ΕΙΔΗΣΕΙΣ ΕΞ ΑΘΗΝΩΝ ΧΩΡΙΣ ΤΙΤΛΟΝ — [587, 793, 927, 809]
subhead-tobacco: ΚΑΠΝΟΙ — [447, 1264, 487, 1275]
article-athens-briefs-cont2: ΑΘΗΝΑΙ, 7. Διά αποφάσεως του υπουργού Συντονισμού καθορίζεται η τιμή του σίτου της νέας εσοδείας. Ο υφυπουργός Εμπορίου εδήλωσεν ότι αι εξαγωγαί οπωρών ηυξήθησαν αισθητώς. Η Εθνική Τράπεζα ανεκοίνωσε την χορήγησιν νέων δανείων εις τους αγρότας. Ο υπουργός Βορείου Ελλάδος αναχωρεί αύριον διά την Θεσσαλονίκην, όπου θα παραμείνη επί τριήμερον. Ο Οργανισμός Λιμένος Πειραιώς ανέθεσε την κατασκευήν νέων αποθηκών. — [572, 904, 754, 995]
article-ere-councillors-cont: Αι αποσκιρτήσεις των μειοψηφούντων δημοτικών συμβούλων της ΕΡΕ συνεχίζονται. Χθες οι δημοτικοί σύμβουλοι Νεαπόλεως και Αμπελοκήπων εδήλωσαν ότι δεν θα μετάσχουν των συνεδριάσεων μέχρις ότου εκλεγή νέον προεδρείον. — [1364, 56, 1564, 102]
headline-bakers-strike-1: ΟΙ ΑΡΤΕΡΓΑΤΑΙ Θ' ΑΠΕΡΓΗΣΟΥΝ ΤΗΝ ΔΕΥΤΕΡΑΝ — [610, 6, 1100, 61]
table-row: Κεφάλαιον ΣΤ' 127 18.30 — [384, 1277, 551, 1287]
table-row: Τσάμικοι μεταχ. β' 8.50 — [384, 1252, 551, 1261]
table-row: Σκληρός, Αλέστων Μακεδονίας 2.81—2.90 — [384, 968, 551, 978]
table-rice-sugar — [384, 1199, 551, 1227]
headline-ferry-owners: ΤΩΝ ΠΛΟΙΟΚΤΗΤΩΝ ΔΙΑ ΤΗΝ ΣΥΓΚΟΙΝΩΝΙΑΝ ΜΕΤΑΞΥ ΑΚΤΑΣ — [382, 22, 553, 64]
subhead-rice-sugar: ΟΡΥΖΑ - ΖΑΚΧΑΡΙΣ - ΚΑΦΕΣ — [399, 1187, 536, 1197]
article-foreign-policy: ΑΘΗΝΑΙ, 7. Υπό την προεδρίαν του κ. Καραμανλή συνεκροτήθη χθες σύσκεψις εις το Μέγαρον Μαξίμου με θέμα τας εξελίξεις εις την εξωτερικήν πολιτικήν. — [950, 658, 1137, 694]
subhead-olive-oil: ΕΛΑΙΑ ΚΡΗΤΗΣ - ΜΥΤΙΛΗΝΗΣ — [396, 1125, 539, 1136]
headline-welfare-ministry: ΔΥΟ ΓΕΝΙΚΑΙ ΔΙΕΥΘΥΝΣΕΙΣ ΕΙΣ ΤΟ ΥΠΟΥΡΓΕΙΟΝ ΠΡΟΝΟΙΑΣ — [949, 1047, 1139, 1089]
article-pavilion: Ήρχισεν η ανέγερσις του περιπτέρου της Θαλασσίας Εκθέσεως εις τον χώρον της ΔΕΘ. — [950, 808, 1137, 828]
article-chicago-queen: ΣΙΚΑΓΟΝ, 7. (Ασ. Πρέσ.). Η Βασίλισσα Ελισάβετ και ο Δουξ του Εδιμβούργου έτυχον θερμής υποδοχής από δύο εκατομμύρια κατοίκων του Σικάγου. Ο δήμαρχος της πόλεως προσεφώνησε την Βασίλισσαν, η οποία απήντησεν ευχαριστούσα διά την θερμήν υποδοχήν. Η επίσκεψις της Βασιλίσσης εις το Σικάγον είναι η πρώτη Βρεταννού μονάρχου. — [1149, 324, 1356, 389]
column-rule — [566, 0, 567, 2346]
subhead-olymp-ethnikos: «ΟΛΥΜΠΙΑΚΟΣ» - «ΕΘΝΙΚΟΣ» — [19, 786, 165, 797]
table-row: Τσάμικοι καινούργιοι 14.50 — [384, 1243, 551, 1252]
headline-mayors: ΣΥΣΚΕΨΙΣ ΚΟΙΝΟΤΑΡΧΩΝ ΕΙΣ ΤΗΝ ΚΑΒΑΛΑΝ — [10, 6, 288, 39]
headline-teachers-protest: ΔΙΑΜΑΡΤΥΡΙΑ ΤΩΝ ΔΙΔΑΣΚΑΛΙΚΩΝ ΣΥΛΛΟΓΩΝ ΔΙΑ ΤΗΝ ΕΚΧΩΡΗΣΙΝ ΣΧΟΛΙΚΩΝ ΟΙΚΟΠΕΔΩΝ — [1150, 614, 1563, 648]
column-rule — [367, 0, 368, 2346]
article-professors-amendment-cont: ΑΘΗΝΑΙ, 7. Ο βουλευτής του ΕΔΑ κ. Π. Κουκουλόπουλος υπέβαλεν εις την Βουλήν τροπολογίαν επί του νομοσχεδίου περί Ανωτάτης Παιδείας, κατά την οποίαν αποκλείονται αι μεταθέσεις καθηγητών του Πανεπιστημίου Θεσσαλονίκης εις το Πανεπιστήμιον Αθηνών προ της συμπληρώσεως πενταετίας. Η τροπολογία θα συζητηθή κατά την προσεχή συνεδρίασιν της Βουλής. — [760, 576, 942, 667]
